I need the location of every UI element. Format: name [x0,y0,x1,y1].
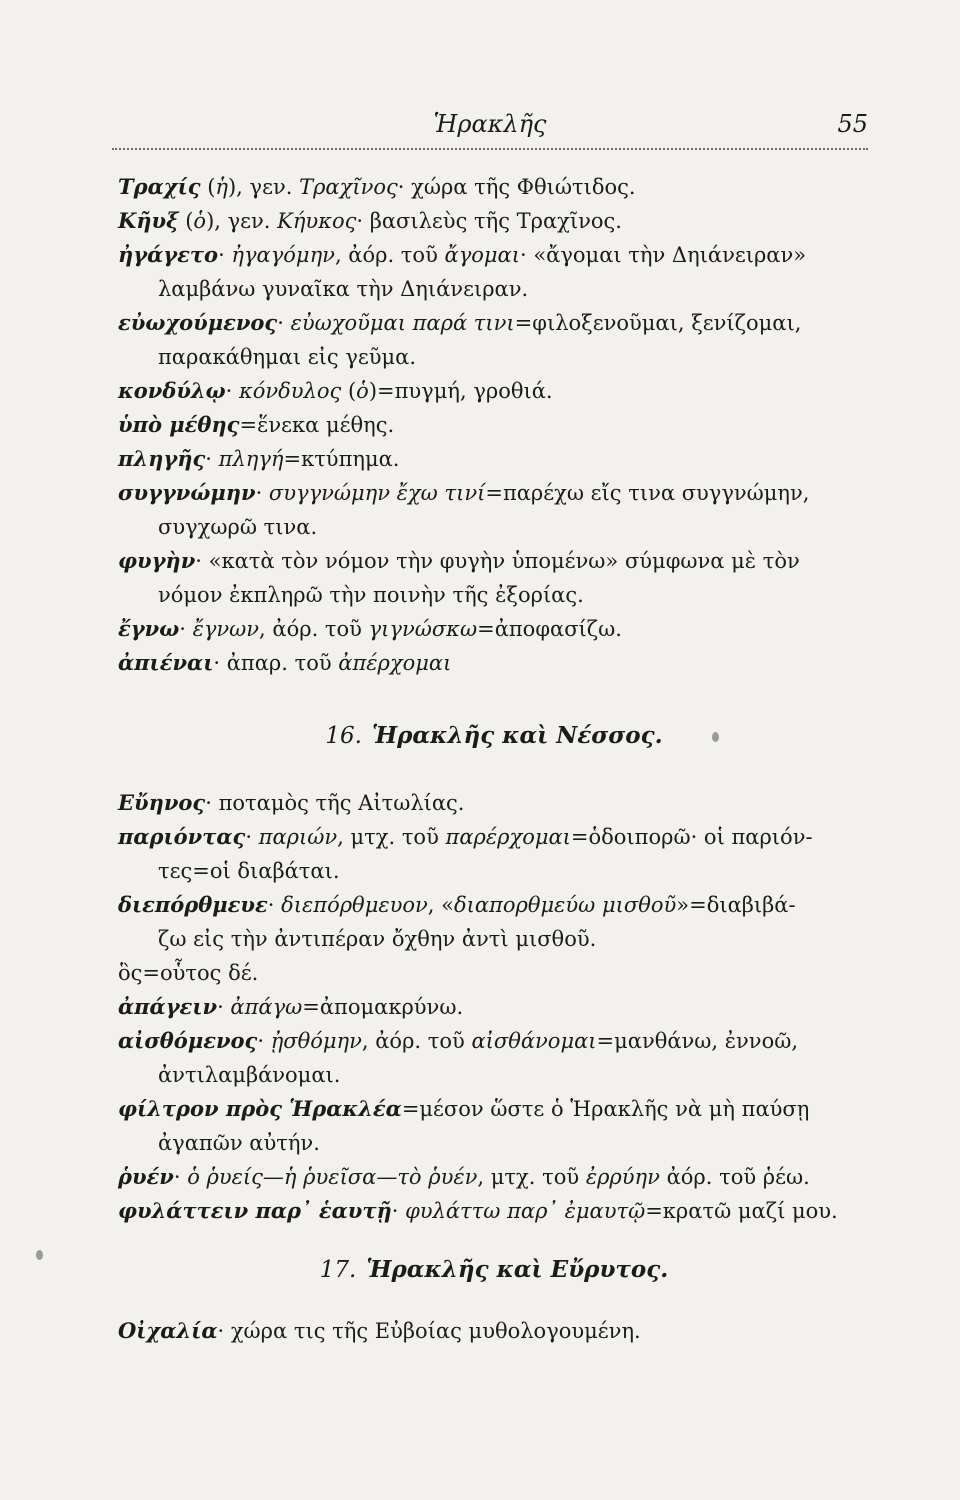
entry-lemma: ἠγάγετο [118,242,219,267]
entry-lemma: Κῆυξ [118,208,179,233]
glossary-entry [118,956,870,990]
paper-spot [712,732,719,742]
entry-italic: ὁ ῥυείς—ἡ ῥυεῖσα—τὸ ῥυέν [187,1165,478,1189]
glossary-entry [118,442,870,476]
entry-italic: γιγνώσκω [368,617,478,641]
entry-text: , ἀόρ. τοῦ [334,243,445,267]
glossary-group-1 [118,170,870,680]
glossary-entry [118,820,870,888]
entry-italic: διεπόρθμευον [281,893,428,917]
glossary-entry [118,1160,870,1194]
entry-italic: εὐωχοῦμαι παρά τινι [290,311,515,335]
entry-italic: διαπορθμεύω μισθοῦ [454,893,677,917]
page-number: 55 [837,110,868,138]
entry-italic: ἔγνων [192,617,260,641]
entry-text: · ἀπαρ. τοῦ [213,651,339,675]
entry-continuation: ἀντιλαμβάνομαι. [158,1063,341,1087]
entry-italic: ἠγαγόμην [231,243,335,267]
glossary-entry [118,786,870,820]
entry-italic: ἡ [215,175,228,199]
entry-continuation: συγχωρῶ τινα. [158,515,318,539]
entry-text: · [218,243,232,267]
entry-text: · «κατὰ τὸν νόμον τὴν φυγὴν ὑπομένω» σύμφωνα μὲ τὸν [195,549,800,573]
entry-text: ( [200,175,216,199]
entry-text: =ἕνεκα μέθης. [239,413,395,437]
entry-text: )=πυγμή, γροθιά. [368,379,553,403]
entry-text: ( [178,209,194,233]
entry-text: · [217,995,231,1019]
entry-text: =ἀποφασίζω. [477,617,622,641]
entry-italic: αἰσθάνομαι [471,1029,597,1053]
entry-lemma: ὑπὸ μέθης [118,412,240,437]
paper-spot [36,1250,43,1260]
entry-text: · [245,825,259,849]
entry-lemma: Τραχίς [118,174,201,199]
entry-continuation: νόμον ἐκπληρῶ τὴν ποινὴν τῆς ἐξορίας. [158,583,584,607]
entry-text: · χώρα τις τῆς Εὐβοίας μυθολογουμένη. [217,1319,641,1343]
section-title-text: Ἡρακλῆς καὶ Εὔρυτος. [366,1256,669,1283]
entry-lemma: εὐωχούμενος [118,310,278,335]
entry-text: · [173,1165,188,1189]
entry-italic: ὁ [193,209,207,233]
entry-italic: ἐρρύην [585,1165,660,1189]
glossary-entry [118,612,870,646]
entry-italic: κόνδυλος [238,379,342,403]
glossary-entry [118,990,870,1024]
entry-text: · [391,1199,406,1223]
page-header [112,104,868,150]
entry-text: , « [427,893,454,917]
entry-text: , ἀόρ. τοῦ [361,1029,472,1053]
entry-italic: πληγή [218,447,284,471]
entry-text: · [267,893,282,917]
entry-text: · [255,481,269,505]
glossary-entry [118,544,870,612]
entry-italic: Τραχῖνος [299,175,398,199]
entry-italic: ἀπέρχομαι [338,651,452,675]
entry-italic: συγγνώμην ἔχω τινί [268,481,486,505]
entry-text: =ἀπομακρύνω. [302,995,464,1019]
entry-text: , μτχ. τοῦ [337,825,446,849]
section-heading-16 [118,722,870,749]
glossary-entry [118,374,870,408]
entry-text: =μέσον ὥστε ὁ Ἡρακλῆς νὰ μὴ παύσῃ [401,1097,810,1121]
glossary-entry [118,1092,870,1160]
entry-text: ὃς=οὗτος δέ. [118,961,259,985]
entry-lemma: διεπόρθμευε [118,892,268,917]
entry-italic: ὁ [356,379,369,403]
entry-text: =παρέχω εἴς τινα συγγνώμην, [485,481,810,505]
entry-italic: φυλάττω παρ᾽ ἐμαυτῷ [405,1199,646,1223]
entry-text: · [225,379,239,403]
entry-italic: Κήυκος [277,209,357,233]
entry-lemma: κονδύλῳ [118,378,226,403]
entry-text: · [179,617,193,641]
glossary-entry [118,1314,870,1348]
glossary-entry [118,170,870,204]
entry-text: =μανθάνω, ἐννοῶ, [596,1029,799,1053]
entry-text: =ὁδοιπορῶ· οἱ παριόν- [570,825,813,849]
entry-text: =κρατῶ μαζί μου. [645,1199,838,1223]
entry-lemma: Οἰχαλία [118,1318,218,1343]
entry-lemma: ῥυέν [118,1164,174,1189]
entry-text: · «ἄγομαι τὴν Δηιάνειραν» [519,243,807,267]
entry-continuation: ζω εἰς τὴν ἀντιπέραν ὄχθην ἀντὶ μισθοῦ. [158,927,597,951]
glossary-entry [118,1024,870,1092]
entry-text: ), γεν. [206,209,278,233]
entry-text: · [257,1029,271,1053]
glossary-group-2 [118,786,870,1228]
entry-lemma: ἔγνω [118,616,180,641]
section-number: 17. [319,1257,357,1283]
entry-italic: ἀπάγω [230,995,303,1019]
entry-text: =φιλοξενοῦμαι, ξενίζομαι, [514,311,802,335]
glossary-entry [118,238,870,306]
entry-text: »=διαβιβά- [676,893,796,917]
entry-lemma: αἰσθόμενος [118,1028,258,1053]
glossary-entry [118,1194,870,1228]
entry-italic: παριών [258,825,338,849]
entry-lemma: φυγὴν [118,548,196,573]
section-heading-17 [118,1256,870,1283]
entry-lemma: παριόντας [118,824,246,849]
entry-text: · [205,447,219,471]
section-title-text: Ἡρακλῆς καὶ Νέσσος. [371,722,663,749]
entry-continuation: λαμβάνω γυναῖκα τὴν Δηιάνειραν. [158,277,529,301]
entry-italic: ᾐσθόμην [270,1029,362,1053]
running-title: Ἡρακλῆς [433,110,547,138]
glossary-entry [118,306,870,374]
entry-text: · ποταμὸς τῆς Αἰτωλίας. [205,791,465,815]
entry-italic: παρέρχομαι [445,825,571,849]
section-number: 16. [325,723,362,749]
entry-continuation: τες=οἱ διαβάται. [158,859,340,883]
glossary-group-3 [118,1314,870,1348]
glossary-entry [118,408,870,442]
entry-text: · χώρα τῆς Φθιώτιδος. [397,175,636,199]
entry-continuation: ἀγαπῶν αὐτήν. [158,1131,320,1155]
entry-text: · [277,311,291,335]
entry-lemma: Εὔηνος [118,790,206,815]
entry-text: ( [341,379,357,403]
entry-text: · βασιλεὺς τῆς Τραχῖνος. [356,209,622,233]
glossary-entry [118,646,870,680]
entry-lemma: πληγῆς [118,446,206,471]
glossary-entry [118,476,870,544]
glossary-entry [118,204,870,238]
entry-lemma: φίλτρον πρὸς Ἡρακλέα [118,1096,402,1121]
entry-text: , ἀόρ. τοῦ [259,617,369,641]
entry-text: =κτύπημα. [283,447,400,471]
entry-lemma: συγγνώμην [118,480,256,505]
entry-text: ), γεν. [227,175,300,199]
entry-lemma: φυλάττειν παρ᾽ ἑαυτῇ [118,1198,392,1223]
glossary-entry [118,888,870,956]
entry-text: ἀόρ. τοῦ ῥέω. [659,1165,810,1189]
entry-lemma: ἀπάγειν [118,994,218,1019]
entry-lemma: ἀπιέναι [118,650,214,675]
entry-continuation: παρακάθημαι εἰς γεῦμα. [158,345,417,369]
entry-text: , μτχ. τοῦ [477,1165,586,1189]
entry-italic: ἄγομαι [444,243,520,267]
